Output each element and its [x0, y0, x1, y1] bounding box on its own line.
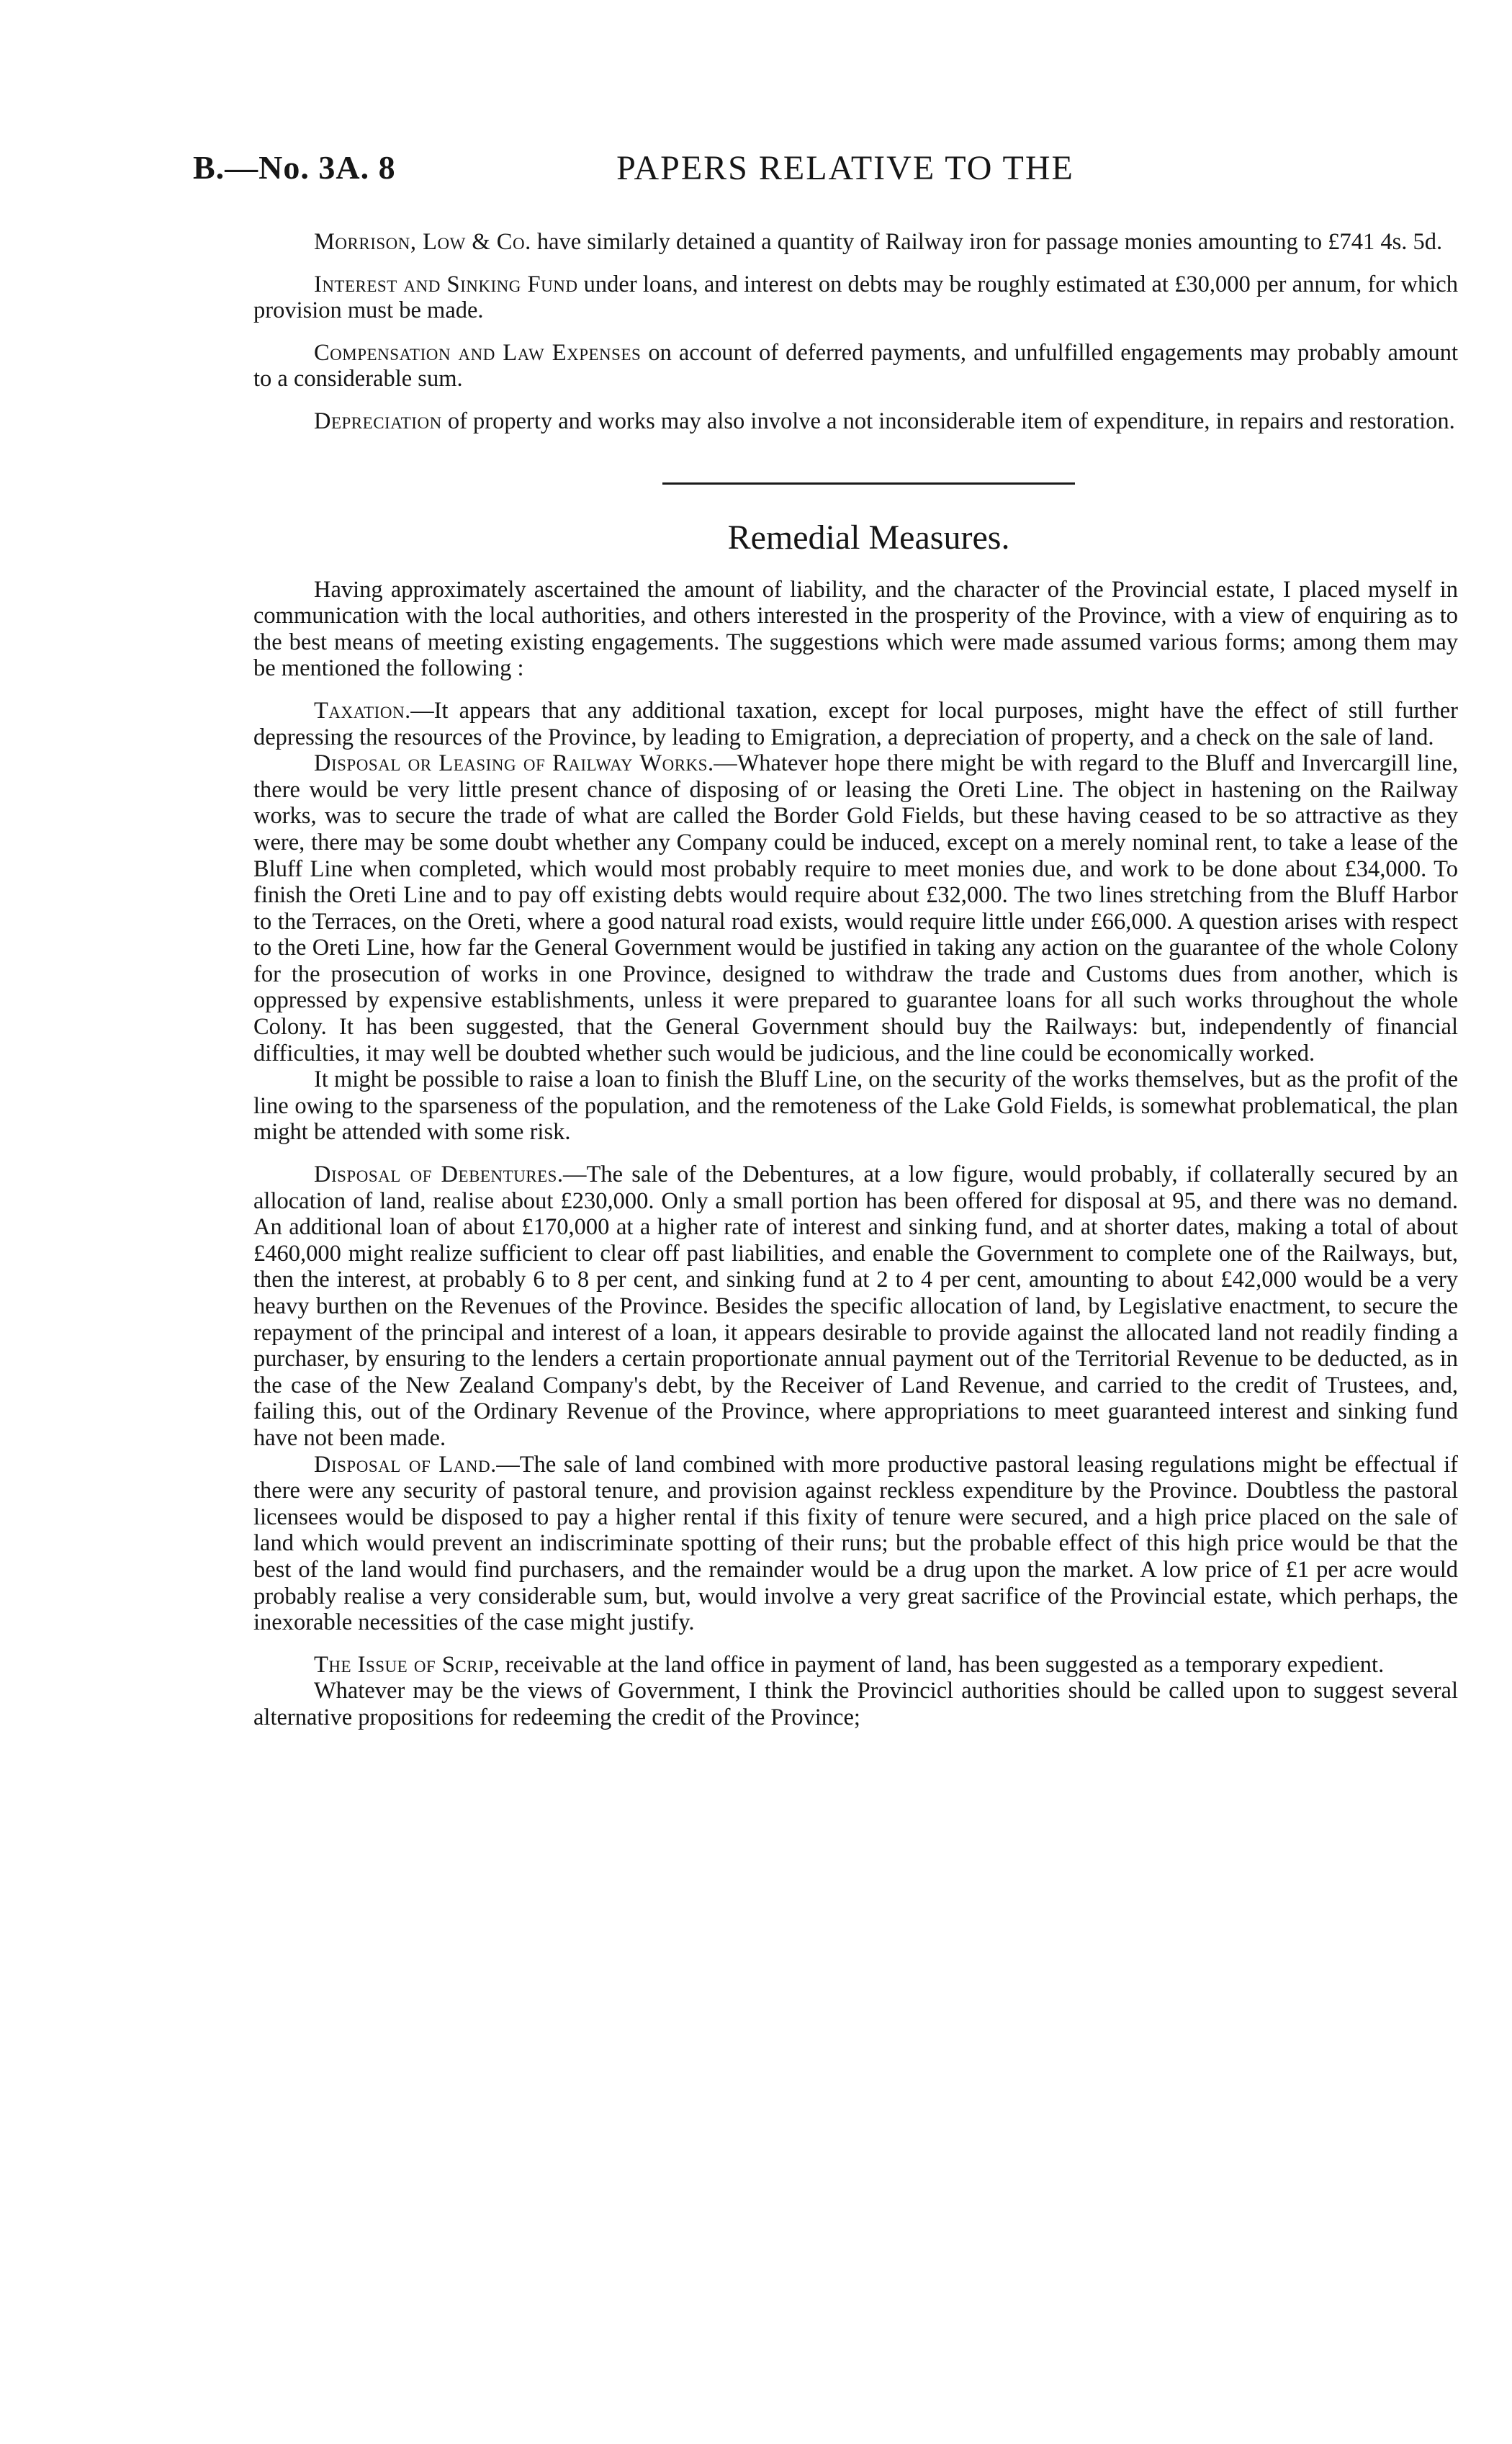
paragraph-lead: Disposal of Land [314, 1451, 491, 1478]
paragraph-text: .—Whatever hope there might be with regard to the Bluff and Invercargill line, there would be very little present chance of disposing of or leasing the Oreti Line. The object in hastening on the Railway works, was to secure the trade of what are called the Border Gold Fields, but these having ceased to be so attractive as they were, there may be some doubt whether any Company could be induced, except on a merely nominal rent, to take a lease of the Bluff Line when completed, which would most probably require to meet monies due, and work to be done about £34,000. To finish the Oreti Line and to pay off existing debts would require about £32,000. The two lines stretching from the Bluff Harbor to the Terraces, on the Oreti, where a good natural road exists, would require little under £66,000. A question arises with respect to the Oreti Line, how far the General Government would be justified in taking any action on the guarantee of the whole Colony for the prosecution of works in one Province, designed to withdraw the trade and Customs dues from another, which is oppressed by expensive establishments, unless it were prepared to guarantee loans for all such works throughout the whole Colony. It has been suggested, that the General Government should buy the Railways: but, independently of financial difficulties, it may well be doubted whether such would be judicious, and the line could be economically worked. [253, 750, 1459, 1066]
paragraph-text: .—The sale of the Debentures, at a low figure, would probably, if collaterally secured by an allocation of land, realise about £230,000. Only a small portion has been offered for disposal at 95, and there was no demand. An additional loan of about £170,000 at a higher rate of interest and sinking fund, and at shorter dates, making a total of about £460,000 might realize sufficient to clear off past liabilities, and enable the Government to complete one of the Railways, but, then the interest, at probably 6 to 8 per cent, and sinking fund at 2 to 4 per cent, amounting to about £42,000 would be a very heavy burthen on the Revenues of the Province. Besides the specific allocation of land, by Legislative enactment, to secure the repayment of the principal and interest of a loan, it appears desirable to provide against the allocated land not readily finding a purchaser, by ensuring to the lenders a certain proportionate annual payment out of the Territorial Revenue to be deducted, as in the case of the New Zealand Company's debt, by the Receiver of Land Revenue, and carried to the credit of Trustees, and, failing this, out of the Ordinary Revenue of the Province, where appropriations to meet guaranteed interest and sinking fund have not been made. [253, 1162, 1458, 1451]
paragraph-compensation [253, 340, 1458, 392]
paragraph-text: .—It appears that any additional taxation, except for local purposes, might have the effect of still further depressing the resources of the Province, by leading to Emigration, a depreciation of property, and a check on the sale of land. [253, 697, 1458, 750]
document-body [253, 229, 1458, 1731]
paragraph-lead: Compensation and Law Expenses [314, 339, 642, 366]
page-header [193, 148, 1472, 192]
paragraph-lead: Taxation [314, 697, 405, 724]
paragraph-text: under loans, and interest on debts may be roughly estimated at £30,000 per annum, for which provision must be made. [253, 271, 1458, 324]
page-reference: B.—No. 3A. 8 [193, 149, 396, 186]
section-heading: Remedial Measures. [727, 518, 1010, 557]
paragraph-debentures [253, 1162, 1458, 1452]
paragraph-closing: Whatever may be the views of Government, I think the Provincicl authorities should be called upon to suggest several alternative propositions for redeeming the credit of the Province; [253, 1678, 1458, 1730]
paragraph-lead: Morrison, Low & Co. [314, 229, 531, 255]
paragraph-text: of property and works may also involve a not inconsiderable item of expenditure, in repairs and restoration. [441, 408, 1455, 434]
paragraph-railway [253, 750, 1458, 1066]
paragraph-scrip [253, 1652, 1458, 1679]
paragraph-railway-loan: It might be possible to raise a loan to finish the Bluff Line, on the security of the works themselves, but as the profit of the line owing to the sparseness of the population, and the remoteness of the Lake Gold Fields, is somewhat problematical, the plan might be attended with some risk. [253, 1066, 1458, 1146]
paragraph-lead: Depreciation [314, 408, 442, 434]
paragraph-lead: Interest and Sinking Fund [314, 271, 578, 297]
paragraph-land [253, 1452, 1458, 1636]
running-title: PAPERS RELATIVE TO THE [616, 149, 1074, 187]
paragraph-text: have similarly detained a quantity of Railway iron for passage monies amounting to £741 4s. 5d. [531, 229, 1443, 255]
paragraph-opening: Having approximately ascertained the amount of liability, and the character of the Provincial estate, I placed myself in communication with the local authorities, and others interested in the prosperity of the Province, with a view of enquiring as to the best means of meeting existing engagements. The suggestions which were made assumed various forms; among them may be mentioned the following : [253, 576, 1458, 682]
paragraph-interest [253, 271, 1458, 324]
paragraph-text: .—The sale of land combined with more productive pastoral leasing regulations might be effectual if there were any security of pastoral tenure, and provision against reckless expenditure by the Province. Doubtless the pastoral licensees would be disposed to pay a higher rental if this fixity of tenure were secured, and a high price placed on the sale of land which would prevent an indiscriminate spotting of their runs; but the probable effect of this high price would be that the best of the land would find purchasers, and the remainder would be a drug upon the market. A low price of £1 per acre would probably realise a very considerable sum, but, would involve a very great sacrifice of the Provincial estate, which perhaps, the inexorable necessities of the case might justify. [253, 1451, 1459, 1636]
paragraph-text: , receivable at the land office in payment of land, has been suggested as a temporary expedient. [493, 1651, 1385, 1678]
paragraph-lead: The Issue of Scrip [314, 1651, 494, 1678]
paragraph-lead: Disposal or Leasing of Railway Works [314, 750, 708, 777]
paragraph-text: on account of deferred payments, and unfulfilled engagements may probably amount to a considerable sum. [253, 339, 1458, 392]
paragraph-taxation [253, 698, 1458, 750]
paragraph-morrison [253, 229, 1458, 256]
paragraph-depreciation [253, 408, 1458, 435]
paragraph-lead: Disposal of Debentures [314, 1162, 557, 1188]
section-divider [662, 482, 1075, 485]
